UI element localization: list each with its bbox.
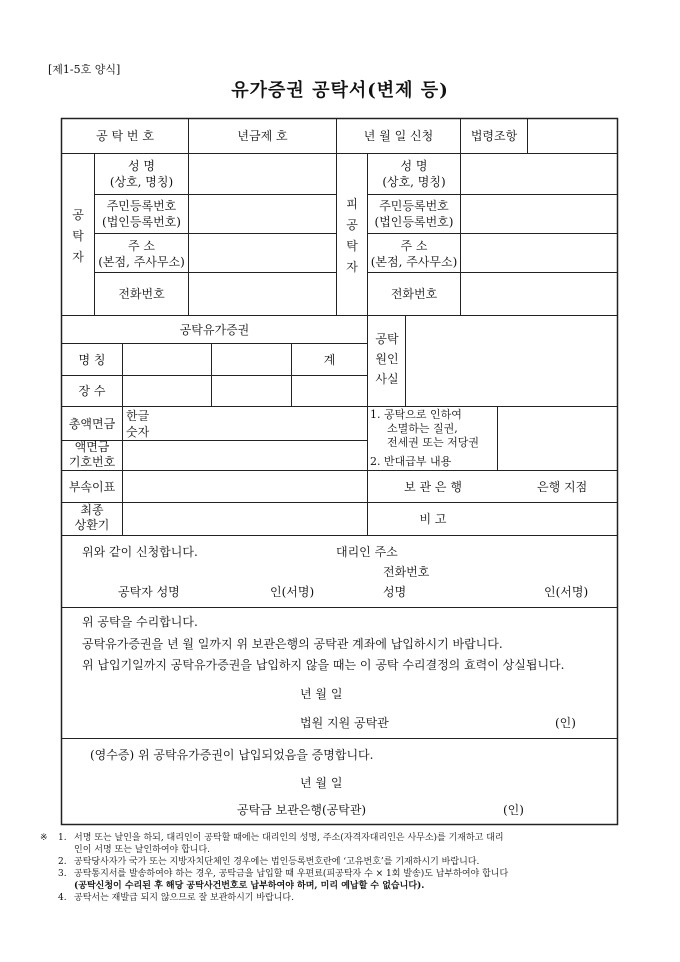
note-3-line-b: (공탁신청이 수리된 후 해당 공탁사건번호로 납부하여야 하며, 미리 예납할 수 없습니다).	[74, 881, 425, 891]
depositor-side-label: 공 탁 자	[72, 208, 84, 264]
depositee-id-label: 주민등록번호	[379, 199, 449, 213]
remarks-label: 비 고	[419, 512, 447, 526]
coupon-label: 부속이표	[68, 480, 116, 494]
depositor-name-label: 성 명	[128, 159, 155, 173]
accept-line3: 위 납입기일까지 공탁유가증권을 납입하지 않을 때는 이 공탁 수리결정의 효력이 상실됩니다.	[82, 658, 565, 672]
note-1-number: 1.	[58, 833, 67, 843]
depositee-addr-label: 주 소	[400, 239, 428, 253]
depositor-name-sub: (상호, 명칭)	[109, 175, 174, 189]
securities-total-label: 계	[323, 353, 336, 367]
coupon-field[interactable]	[123, 471, 367, 502]
face-total-hangul-label: 한글	[126, 409, 150, 423]
securities-count-total[interactable]	[292, 376, 367, 406]
note-1-line-b: 인이 서명 또는 날인하여야 합니다.	[74, 845, 211, 855]
depositor-phone-field[interactable]	[189, 273, 336, 315]
apply-text: 위와 같이 신청합니다.	[82, 545, 198, 559]
note-1-line-a: 서명 또는 날인을 하되, 대리인이 공탁할 때에는 대리인의 성명, 주소(자격자대리인은 사무소)를 기재하고 대리	[74, 833, 504, 843]
depositor-id-sub: (법인등록번호)	[102, 215, 181, 229]
depositor-addr-sub: (본점, 주사무소)	[98, 255, 185, 269]
note-4-number: 4.	[58, 893, 67, 903]
depositor-seal[interactable]: 인(서명)	[270, 585, 315, 599]
final-redemption-field[interactable]	[123, 503, 367, 535]
note-3-line-a: 공탁통지서를 발송하여야 하는 경우, 공탁금을 납입할 때 우편료(피공탁자 수 × 1회 발송)도 납부하여야 합니다	[74, 869, 509, 879]
securities-name-field-2[interactable]	[212, 344, 291, 375]
receipt-seal: (인)	[503, 803, 524, 817]
receipt-line1: (영수증) 위 공탁유가증권이 납입되었음을 증명합니다.	[90, 748, 374, 762]
face-code-sub: 기호번호	[68, 455, 116, 469]
law-article-field[interactable]	[528, 119, 617, 153]
securities-count-label: 장 수	[78, 384, 106, 398]
depositor-phone-label: 전화번호	[118, 287, 165, 301]
cause-detail-field[interactable]	[498, 407, 617, 470]
accept-court: 법원 지원 공탁관	[300, 716, 389, 730]
cause-item1-c: 전세권 또는 저당권	[387, 436, 480, 449]
depositor-sign-label: 공탁자 성명	[118, 585, 180, 599]
final-redemption-sub: 상환기	[74, 518, 110, 532]
apply-date-label: 년 월 일 신청	[363, 129, 434, 143]
depositee-name-sub: (상호, 명칭)	[382, 175, 446, 189]
depositee-name-label: 성 명	[400, 159, 428, 173]
law-article-label: 법령조항	[470, 129, 518, 143]
agent-address-label: 대리인 주소	[336, 545, 398, 559]
depositee-id-sub: (법인등록번호)	[374, 215, 454, 229]
remarks-field[interactable]	[498, 503, 617, 535]
cause-label: 공탁 원인 사실	[375, 332, 399, 386]
receipt-date: 년 월 일	[300, 776, 343, 790]
securities-header: 공탁유가증권	[179, 323, 250, 337]
depositee-name-field[interactable]	[461, 154, 617, 194]
depositee-id-field[interactable]	[461, 195, 617, 233]
securities-count-field-2[interactable]	[212, 376, 291, 406]
face-total-field[interactable]	[160, 407, 367, 440]
notes-mark: ※	[40, 833, 48, 843]
page-title: 유가증권 공탁서(변제 등)	[231, 80, 449, 101]
securities-name-label: 명 칭	[78, 353, 106, 367]
form-number: [제1-5호 양식]	[48, 63, 121, 76]
deposit-number-label: 공 탁 번 호	[96, 129, 154, 143]
cause-item2: 2. 반대급부 내용	[370, 455, 452, 468]
depositor-name-field[interactable]	[189, 154, 336, 194]
depositee-addr-sub: (본점, 주사무소)	[370, 255, 458, 269]
face-total-digits-label: 숫자	[126, 425, 150, 439]
cause-item1-b: 소멸하는 질권,	[387, 422, 458, 435]
accept-date: 년 월 일	[300, 687, 343, 701]
accept-seal: (인)	[555, 716, 576, 730]
accept-line2: 공탁유가증권을 년 월 일까지 위 보관은행의 공탁관 계좌에 납입하시기 바랍니다.	[82, 637, 503, 651]
note-3-number: 3.	[58, 869, 67, 879]
depositee-phone-field[interactable]	[461, 273, 617, 315]
face-code-label: 액면금	[74, 440, 110, 454]
depositee-addr-field[interactable]	[461, 234, 617, 272]
note-2-number: 2.	[58, 857, 67, 867]
securities-name-field-1[interactable]	[123, 344, 211, 375]
agent-name-label: 성명	[383, 585, 407, 599]
depositor-addr-label: 주 소	[128, 239, 155, 253]
face-total-label: 총액면금	[68, 417, 116, 431]
agent-seal[interactable]: 인(서명)	[544, 585, 589, 599]
receipt-bank: 공탁금 보관은행(공탁관)	[237, 803, 367, 817]
depositor-addr-field[interactable]	[189, 234, 336, 272]
note-2: 공탁당사자가 국가 또는 지방자치단체인 경우에는 법인등록번호란에 ‘고유번호’를 기재하시기 바랍니다.	[74, 857, 480, 867]
depositee-phone-label: 전화번호	[390, 287, 438, 301]
accept-line1: 위 공탁을 수리합니다.	[82, 615, 198, 629]
securities-count-field-1[interactable]	[123, 376, 211, 406]
depositee-side-label: 피 공 탁 자	[346, 197, 358, 274]
depositor-id-field[interactable]	[189, 195, 336, 233]
cause-field[interactable]	[406, 316, 617, 406]
notes	[40, 832, 652, 904]
face-code-field[interactable]	[123, 441, 367, 470]
agent-phone-label: 전화번호	[383, 565, 430, 579]
final-redemption-label: 최종	[80, 503, 104, 517]
cause-item1-a: 1. 공탁으로 인하여	[370, 408, 462, 421]
depositor-id-label: 주민등록번호	[106, 199, 177, 213]
year-number-label: 년금제 호	[237, 129, 288, 143]
note-4: 공탁서는 재발급 되지 않으므로 잘 보관하시기 바랍니다.	[74, 893, 294, 903]
bank-suffix: 은행 지점	[537, 480, 588, 494]
bank-label: 보 관 은 행	[404, 480, 462, 494]
